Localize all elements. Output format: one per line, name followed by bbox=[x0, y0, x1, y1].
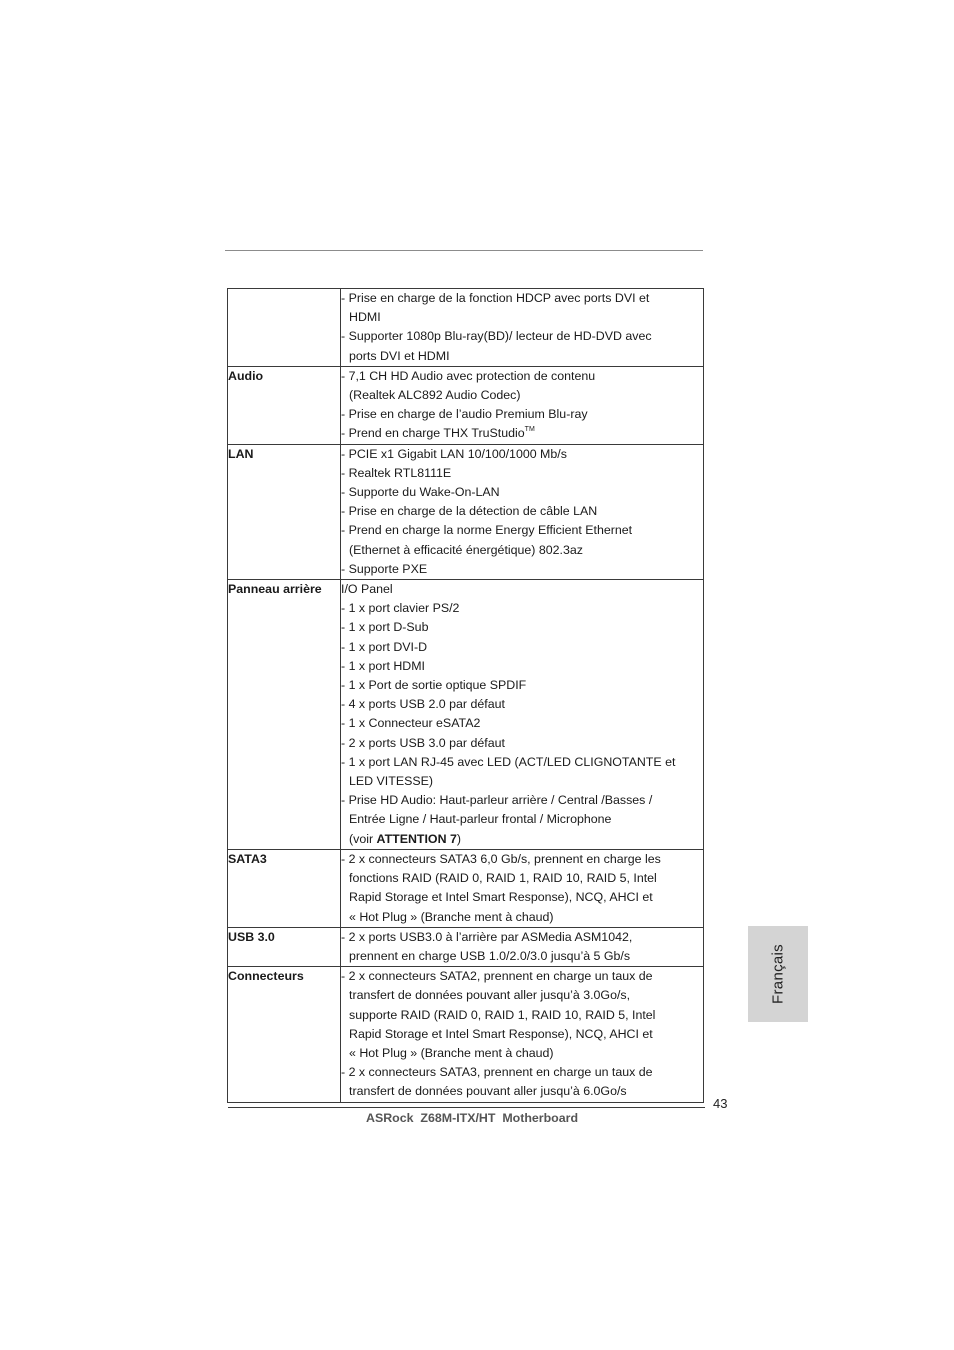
spec-line-text: - Prise en charge de l’audio Premium Blu-ray bbox=[341, 407, 588, 422]
spec-line-suffix: ) bbox=[456, 831, 461, 846]
spec-line bbox=[341, 483, 703, 502]
spec-line bbox=[341, 502, 703, 521]
spec-line-text: - Prise en charge de la fonction HDCP avec ports DVI et bbox=[341, 291, 650, 305]
spec-line bbox=[341, 308, 703, 327]
spec-line-text: Rapid Storage et Intel Smart Response), NCQ, AHCI et bbox=[349, 1026, 653, 1041]
spec-line-text: (voir bbox=[349, 831, 377, 846]
spec-row bbox=[228, 967, 704, 1102]
spec-line-text: - 2 x connecteurs SATA2, prennent en charge un taux de bbox=[341, 969, 653, 984]
spec-line bbox=[341, 714, 703, 733]
top-rule bbox=[225, 250, 703, 251]
spec-line-text: Entrée Ligne / Haut-parleur frontal / Microphone bbox=[349, 812, 612, 827]
spec-line-text: - 2 x connecteurs SATA3 6,0 Gb/s, prennent en charge les bbox=[341, 851, 661, 866]
spec-row bbox=[228, 444, 704, 579]
bottom-rule bbox=[228, 1107, 705, 1108]
spec-line-text: - 4 x ports USB 2.0 par défaut bbox=[341, 697, 505, 712]
spec-line bbox=[341, 947, 703, 966]
spec-line-text: - 2 x ports USB 3.0 par défaut bbox=[341, 735, 505, 750]
spec-line bbox=[341, 327, 703, 346]
spec-line-text: - Prise en charge de la détection de câble LAN bbox=[341, 504, 598, 519]
page-number: 43 bbox=[713, 1096, 728, 1111]
spec-line bbox=[341, 560, 703, 579]
spec-line-text: - Realtek RTL8111E bbox=[341, 465, 452, 480]
spec-line bbox=[341, 618, 703, 637]
spec-row bbox=[228, 289, 704, 367]
trademark-mark: TM bbox=[524, 426, 535, 434]
spec-row bbox=[228, 927, 704, 966]
spec-line-text: (Ethernet à efficacité énergétique) 802.3az bbox=[349, 542, 583, 557]
spec-line bbox=[341, 810, 703, 829]
spec-line bbox=[341, 1006, 703, 1025]
spec-content bbox=[341, 967, 704, 1102]
spec-line-text: - 1 x port clavier PS/2 bbox=[341, 601, 460, 616]
spec-line bbox=[341, 386, 703, 405]
spec-line bbox=[341, 830, 703, 849]
spec-line bbox=[341, 638, 703, 657]
spec-line-text: transfert de données pouvant aller jusqu’à 6.0Go/s bbox=[349, 1084, 627, 1099]
spec-line-text: fonctions RAID (RAID 0, RAID 1, RAID 10, RAID 5, Intel bbox=[349, 871, 657, 886]
spec-line-text: (Realtek ALC892 Audio Codec) bbox=[349, 388, 521, 403]
spec-line-text: - 1 x Connecteur eSATA2 bbox=[341, 716, 481, 731]
spec-line-text: I/O Panel bbox=[341, 582, 393, 597]
spec-line bbox=[341, 695, 703, 714]
spec-line-text: - 1 x port DVI-D bbox=[341, 639, 428, 654]
spec-line bbox=[341, 734, 703, 753]
spec-line bbox=[341, 1082, 703, 1101]
spec-line-text: « Hot Plug » (Branche ment à chaud) bbox=[349, 1045, 554, 1060]
spec-line bbox=[341, 405, 703, 424]
spec-line bbox=[341, 753, 703, 772]
spec-line-text: - 1 x port HDMI bbox=[341, 658, 425, 673]
spec-line-text: LED VITESSE) bbox=[349, 774, 434, 789]
spec-line bbox=[341, 772, 703, 791]
spec-line bbox=[341, 367, 703, 386]
spec-label: Audio bbox=[228, 366, 341, 444]
spec-line-text: ports DVI et HDMI bbox=[349, 348, 450, 363]
spec-content bbox=[341, 289, 704, 367]
spec-content bbox=[341, 849, 704, 927]
spec-content bbox=[341, 444, 704, 579]
spec-line-text: « Hot Plug » (Branche ment à chaud) bbox=[349, 909, 554, 924]
specifications-body bbox=[228, 289, 704, 1103]
spec-line-text: supporte RAID (RAID 0, RAID 1, RAID 10, RAID 5, Intel bbox=[349, 1007, 656, 1022]
spec-line-text: - 1 x Port de sortie optique SPDIF bbox=[341, 678, 527, 693]
spec-line-text: - 2 x connecteurs SATA3, prennent en charge un taux de bbox=[341, 1065, 653, 1080]
spec-line-text: - 1 x port LAN RJ-45 avec LED (ACT/LED CLIGNOTANTE et bbox=[341, 754, 676, 769]
spec-line bbox=[341, 850, 703, 869]
spec-content bbox=[341, 366, 704, 444]
spec-line-text: - Prend en charge THX TruStudio bbox=[341, 426, 525, 441]
spec-label: LAN bbox=[228, 444, 341, 579]
spec-line bbox=[341, 1063, 703, 1082]
spec-row bbox=[228, 849, 704, 927]
spec-label bbox=[228, 289, 341, 367]
spec-row bbox=[228, 366, 704, 444]
spec-line bbox=[341, 908, 703, 927]
specifications-table bbox=[227, 288, 704, 1103]
spec-line bbox=[341, 580, 703, 599]
spec-content bbox=[341, 927, 704, 966]
spec-line-text: - Prise HD Audio: Haut-parleur arrière / Central /Basses / bbox=[341, 793, 653, 808]
spec-line bbox=[341, 424, 703, 443]
language-tab-label: Français bbox=[769, 944, 787, 1004]
spec-line-text: - 2 x ports USB3.0 à l’arrière par ASMedia ASM1042, bbox=[341, 929, 633, 944]
language-tab bbox=[748, 926, 808, 1022]
spec-line bbox=[341, 986, 703, 1005]
spec-line-text: - Prend en charge la norme Energy Efficient Ethernet bbox=[341, 523, 633, 538]
footer-title: ASRock Z68M-ITX/HT Motherboard bbox=[366, 1111, 579, 1125]
attention-reference: ATTENTION 7 bbox=[376, 831, 457, 846]
spec-line-text: prennent en charge USB 1.0/2.0/3.0 jusqu’à 5 Gb/s bbox=[349, 948, 631, 963]
spec-line bbox=[341, 657, 703, 676]
spec-line bbox=[341, 521, 703, 540]
spec-line bbox=[341, 967, 703, 986]
spec-line-text: - 1 x port D-Sub bbox=[341, 620, 429, 635]
spec-line bbox=[341, 599, 703, 618]
spec-label: SATA3 bbox=[228, 849, 341, 927]
spec-line bbox=[341, 445, 703, 464]
spec-line-text: - Supporte PXE bbox=[341, 561, 428, 576]
spec-line bbox=[341, 928, 703, 947]
spec-line-text: HDMI bbox=[349, 310, 381, 325]
spec-label: Panneau arrière bbox=[228, 580, 341, 850]
spec-line-text: - 7,1 CH HD Audio avec protection de contenu bbox=[341, 368, 596, 383]
spec-line bbox=[341, 464, 703, 483]
spec-line-text: - PCIE x1 Gigabit LAN 10/100/1000 Mb/s bbox=[341, 446, 567, 461]
spec-label: USB 3.0 bbox=[228, 927, 341, 966]
spec-label: Connecteurs bbox=[228, 967, 341, 1102]
spec-line bbox=[341, 1044, 703, 1063]
spec-line bbox=[341, 541, 703, 560]
spec-line bbox=[341, 791, 703, 810]
spec-line-text: - Supporte du Wake-On-LAN bbox=[341, 485, 500, 500]
spec-line bbox=[341, 289, 703, 308]
spec-line-text: - Supporter 1080p Blu-ray(BD)/ lecteur de HD-DVD avec bbox=[341, 329, 652, 344]
spec-content bbox=[341, 580, 704, 850]
spec-line-text: transfert de données pouvant aller jusqu’à 3.0Go/s, bbox=[349, 988, 631, 1003]
spec-line bbox=[341, 676, 703, 695]
spec-line bbox=[341, 869, 703, 888]
spec-line bbox=[341, 888, 703, 907]
spec-line bbox=[341, 1025, 703, 1044]
spec-row bbox=[228, 580, 704, 850]
spec-line-text: Rapid Storage et Intel Smart Response), NCQ, AHCI et bbox=[349, 890, 653, 905]
spec-line bbox=[341, 347, 703, 366]
